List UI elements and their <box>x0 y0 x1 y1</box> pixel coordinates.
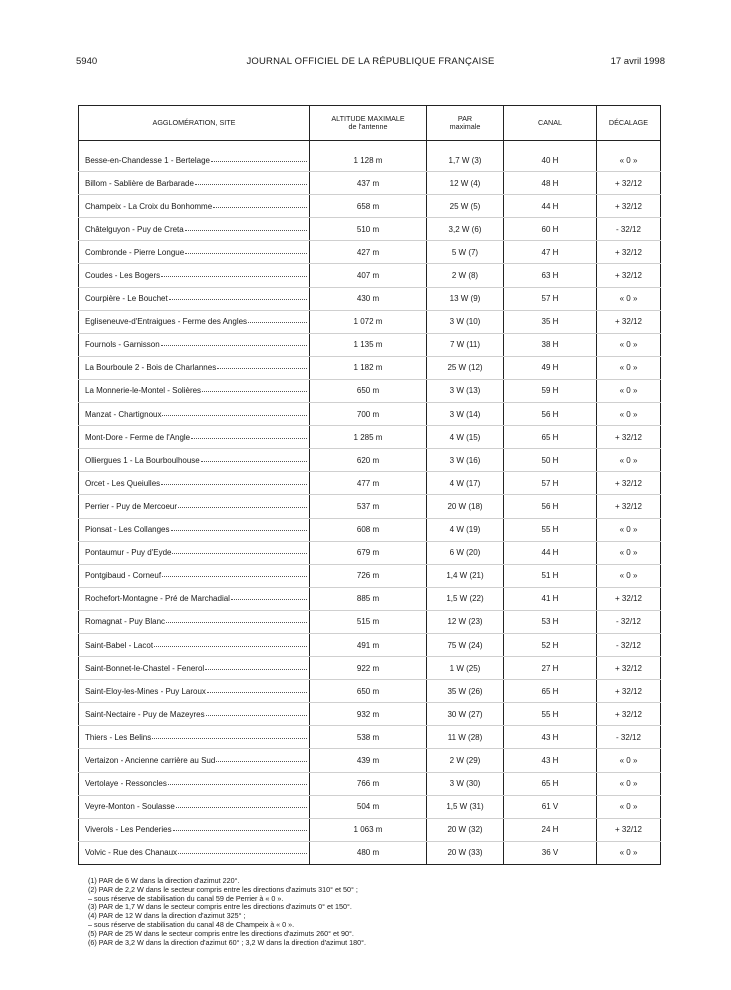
cell-site: Billom - Sablière de Barbarade <box>79 172 310 195</box>
cell-site: Vertolaye - Ressoncles <box>79 772 310 795</box>
cell-decalage: « 0 » <box>597 541 661 564</box>
cell-par: 20 W (33) <box>427 841 504 864</box>
cell-site: Veyre-Monton - Soulasse <box>79 795 310 818</box>
column-header-canal: CANAL <box>504 106 597 141</box>
table-row <box>79 495 661 518</box>
footnote: – sous réserve de stabilisation du canal 59 de Perrier à « 0 ». <box>88 893 284 903</box>
cell-site: Vertaizon - Ancienne carrière au Sud <box>79 749 310 772</box>
table-row <box>79 772 661 795</box>
cell-site: Pontgibaud - Corneuf <box>79 564 310 587</box>
column-header-site: AGGLOMÉRATION, SITE <box>79 106 310 141</box>
cell-altitude: 480 m <box>310 841 427 864</box>
table-row <box>79 703 661 726</box>
cell-altitude: 1 182 m <box>310 356 427 379</box>
cell-canal: 57 H <box>504 287 597 310</box>
table-row <box>79 472 661 495</box>
cell-decalage: « 0 » <box>597 749 661 772</box>
cell-par: 4 W (15) <box>427 426 504 449</box>
cell-decalage: « 0 » <box>597 149 661 172</box>
footnote: (4) PAR de 12 W dans la direction d'azimut 325° ; <box>88 911 246 921</box>
cell-decalage: « 0 » <box>597 564 661 587</box>
cell-decalage: « 0 » <box>597 518 661 541</box>
cell-site: Saint-Nectaire - Puy de Mazeyres <box>79 703 310 726</box>
cell-canal: 65 H <box>504 426 597 449</box>
cell-par: 3 W (30) <box>427 772 504 795</box>
cell-canal: 59 H <box>504 379 597 402</box>
table-row <box>79 633 661 656</box>
cell-site: Perrier - Puy de Mercoeur <box>79 495 310 518</box>
table-row <box>79 795 661 818</box>
cell-site: Besse-en-Chandesse 1 - Bertelage <box>79 149 310 172</box>
publication-date: 17 avril 1998 <box>610 56 665 67</box>
cell-par: 1,4 W (21) <box>427 564 504 587</box>
cell-decalage: « 0 » <box>597 449 661 472</box>
cell-site: Champeix - La Croix du Bonhomme <box>79 195 310 218</box>
cell-canal: 65 H <box>504 680 597 703</box>
cell-altitude: 922 m <box>310 657 427 680</box>
table-row <box>79 657 661 680</box>
cell-decalage: « 0 » <box>597 403 661 426</box>
table-row <box>79 449 661 472</box>
cell-par: 7 W (11) <box>427 333 504 356</box>
cell-canal: 57 H <box>504 472 597 495</box>
cell-par: 5 W (7) <box>427 241 504 264</box>
table-row <box>79 149 661 172</box>
cell-site: Pontaumur - Puy d'Eyde <box>79 541 310 564</box>
cell-decalage: « 0 » <box>597 287 661 310</box>
page-header <box>76 56 665 70</box>
table-body <box>79 141 661 865</box>
cell-canal: 38 H <box>504 333 597 356</box>
table-row <box>79 241 661 264</box>
cell-altitude: 1 128 m <box>310 149 427 172</box>
table-header-row <box>79 106 661 141</box>
cell-canal: 63 H <box>504 264 597 287</box>
cell-decalage: + 32/12 <box>597 264 661 287</box>
cell-decalage: + 32/12 <box>597 703 661 726</box>
cell-par: 11 W (28) <box>427 726 504 749</box>
cell-canal: 51 H <box>504 564 597 587</box>
cell-canal: 50 H <box>504 449 597 472</box>
cell-par: 25 W (12) <box>427 356 504 379</box>
cell-canal: 44 H <box>504 195 597 218</box>
table-row <box>79 564 661 587</box>
cell-site: La Monnerie-le-Montel - Solières <box>79 379 310 402</box>
table-row <box>79 541 661 564</box>
cell-decalage: + 32/12 <box>597 680 661 703</box>
footnotes <box>88 877 658 947</box>
cell-par: 3 W (16) <box>427 449 504 472</box>
cell-site: Thiers - Les Belins <box>79 726 310 749</box>
footnote: (3) PAR de 1,7 W dans le secteur compris entre les directions d'azimuts 0° et 150°. <box>88 902 352 912</box>
cell-par: 1,5 W (31) <box>427 795 504 818</box>
table-row <box>79 310 661 333</box>
cell-canal: 47 H <box>504 241 597 264</box>
cell-par: 20 W (18) <box>427 495 504 518</box>
cell-canal: 43 H <box>504 749 597 772</box>
table-row <box>79 680 661 703</box>
table-row <box>79 726 661 749</box>
table-spacer-row <box>79 141 661 150</box>
cell-altitude: 510 m <box>310 218 427 241</box>
cell-site: Orcet - Les Queiulles <box>79 472 310 495</box>
cell-site: Saint-Eloy-les-Mines - Puy Laroux <box>79 680 310 703</box>
cell-par: 35 W (26) <box>427 680 504 703</box>
cell-par: 12 W (4) <box>427 172 504 195</box>
cell-canal: 40 H <box>504 149 597 172</box>
column-header-par: PAR maximale <box>427 106 504 141</box>
cell-canal: 61 V <box>504 795 597 818</box>
cell-site: Egliseneuve-d'Entraigues - Ferme des Angles <box>79 310 310 333</box>
journal-title: JOURNAL OFFICIEL DE LA RÉPUBLIQUE FRANÇAISE <box>246 56 495 67</box>
cell-canal: 49 H <box>504 356 597 379</box>
cell-par: 2 W (29) <box>427 749 504 772</box>
cell-altitude: 427 m <box>310 241 427 264</box>
cell-site: La Bourboule 2 - Bois de Charlannes <box>79 356 310 379</box>
cell-altitude: 885 m <box>310 587 427 610</box>
cell-site: Coudes - Les Bogers <box>79 264 310 287</box>
cell-site: Romagnat - Puy Blanc <box>79 610 310 633</box>
cell-altitude: 620 m <box>310 449 427 472</box>
cell-par: 13 W (9) <box>427 287 504 310</box>
cell-decalage: - 32/12 <box>597 610 661 633</box>
table-row <box>79 172 661 195</box>
footnote: (2) PAR de 2,2 W dans le secteur compris entre les directions d'azimuts 310° et 50° ; <box>88 884 358 894</box>
cell-canal: 35 H <box>504 310 597 333</box>
cell-altitude: 537 m <box>310 495 427 518</box>
cell-par: 3 W (10) <box>427 310 504 333</box>
cell-decalage: « 0 » <box>597 379 661 402</box>
cell-site: Fournols - Garnisson <box>79 333 310 356</box>
cell-altitude: 430 m <box>310 287 427 310</box>
cell-par: 12 W (23) <box>427 610 504 633</box>
cell-canal: 65 H <box>504 772 597 795</box>
cell-decalage: + 32/12 <box>597 472 661 495</box>
column-header-altitude: ALTITUDE MAXIMALE de l'antenne <box>310 106 427 141</box>
cell-decalage: + 32/12 <box>597 426 661 449</box>
cell-par: 6 W (20) <box>427 541 504 564</box>
cell-altitude: 1 063 m <box>310 818 427 841</box>
table-row <box>79 195 661 218</box>
cell-canal: 60 H <box>504 218 597 241</box>
cell-site: Courpière - Le Bouchet <box>79 287 310 310</box>
cell-altitude: 608 m <box>310 518 427 541</box>
cell-par: 20 W (32) <box>427 818 504 841</box>
cell-altitude: 700 m <box>310 403 427 426</box>
cell-site: Rochefort-Montagne - Pré de Marchadial <box>79 587 310 610</box>
cell-altitude: 726 m <box>310 564 427 587</box>
footnote: (6) PAR de 3,2 W dans la direction d'azimut 60° ; 3,2 W dans la direction d'azimut 180°. <box>88 937 367 947</box>
cell-decalage: + 32/12 <box>597 241 661 264</box>
table-row <box>79 749 661 772</box>
cell-par: 2 W (8) <box>427 264 504 287</box>
cell-decalage: + 32/12 <box>597 310 661 333</box>
cell-altitude: 766 m <box>310 772 427 795</box>
cell-altitude: 504 m <box>310 795 427 818</box>
cell-altitude: 932 m <box>310 703 427 726</box>
cell-decalage: « 0 » <box>597 356 661 379</box>
cell-decalage: + 32/12 <box>597 172 661 195</box>
frequency-table <box>78 105 661 865</box>
cell-par: 75 W (24) <box>427 633 504 656</box>
cell-decalage: « 0 » <box>597 841 661 864</box>
table-row <box>79 379 661 402</box>
cell-site: Châtelguyon - Puy de Creta <box>79 218 310 241</box>
table-row <box>79 841 661 864</box>
cell-par: 1 W (25) <box>427 657 504 680</box>
cell-site: Saint-Babel - Lacot <box>79 633 310 656</box>
column-header-decalage: DÉCALAGE <box>597 106 661 141</box>
cell-par: 1,5 W (22) <box>427 587 504 610</box>
cell-site: Manzat - Chartignoux <box>79 403 310 426</box>
cell-altitude: 1 285 m <box>310 426 427 449</box>
cell-decalage: - 32/12 <box>597 726 661 749</box>
cell-par: 1,7 W (3) <box>427 149 504 172</box>
cell-site: Combronde - Pierre Longue <box>79 241 310 264</box>
cell-decalage: « 0 » <box>597 795 661 818</box>
cell-site: Mont-Dore - Ferme de l'Angle <box>79 426 310 449</box>
cell-par: 4 W (19) <box>427 518 504 541</box>
cell-decalage: + 32/12 <box>597 195 661 218</box>
cell-site: Viverols - Les Penderies <box>79 818 310 841</box>
cell-canal: 24 H <box>504 818 597 841</box>
cell-altitude: 650 m <box>310 379 427 402</box>
cell-par: 3 W (13) <box>427 379 504 402</box>
page-number: 5940 <box>76 56 98 67</box>
cell-site: Olliergues 1 - La Bourboulhouse <box>79 449 310 472</box>
table-row <box>79 426 661 449</box>
cell-par: 4 W (17) <box>427 472 504 495</box>
cell-decalage: + 32/12 <box>597 587 661 610</box>
cell-canal: 52 H <box>504 633 597 656</box>
cell-site: Saint-Bonnet-le-Chastel - Fenerol <box>79 657 310 680</box>
table-row <box>79 587 661 610</box>
table-row <box>79 610 661 633</box>
footnote: – sous réserve de stabilisation du canal 48 de Champeix à « 0 ». <box>88 919 295 929</box>
cell-decalage: + 32/12 <box>597 818 661 841</box>
table-row <box>79 518 661 541</box>
cell-canal: 55 H <box>504 703 597 726</box>
cell-par: 3 W (14) <box>427 403 504 426</box>
cell-decalage: + 32/12 <box>597 657 661 680</box>
table-row <box>79 818 661 841</box>
cell-altitude: 538 m <box>310 726 427 749</box>
footnote: (1) PAR de 6 W dans la direction d'azimut 220°. <box>88 876 240 885</box>
cell-altitude: 515 m <box>310 610 427 633</box>
cell-altitude: 407 m <box>310 264 427 287</box>
cell-decalage: « 0 » <box>597 772 661 795</box>
cell-altitude: 658 m <box>310 195 427 218</box>
cell-decalage: + 32/12 <box>597 495 661 518</box>
table-row <box>79 218 661 241</box>
cell-decalage: - 32/12 <box>597 633 661 656</box>
table-row <box>79 264 661 287</box>
cell-altitude: 1 072 m <box>310 310 427 333</box>
cell-canal: 56 H <box>504 403 597 426</box>
cell-canal: 43 H <box>504 726 597 749</box>
cell-decalage: - 32/12 <box>597 218 661 241</box>
cell-canal: 44 H <box>504 541 597 564</box>
cell-par: 3,2 W (6) <box>427 218 504 241</box>
cell-canal: 48 H <box>504 172 597 195</box>
cell-altitude: 477 m <box>310 472 427 495</box>
cell-canal: 53 H <box>504 610 597 633</box>
cell-altitude: 1 135 m <box>310 333 427 356</box>
cell-altitude: 679 m <box>310 541 427 564</box>
cell-decalage: « 0 » <box>597 333 661 356</box>
table-row <box>79 356 661 379</box>
cell-altitude: 650 m <box>310 680 427 703</box>
footnote: (5) PAR de 25 W dans le secteur compris entre les directions d'azimuts 260° et 90°. <box>88 928 354 938</box>
cell-par: 30 W (27) <box>427 703 504 726</box>
cell-altitude: 439 m <box>310 749 427 772</box>
cell-altitude: 437 m <box>310 172 427 195</box>
cell-canal: 55 H <box>504 518 597 541</box>
cell-canal: 41 H <box>504 587 597 610</box>
cell-site: Volvic - Rue des Chanaux <box>79 841 310 864</box>
cell-site: Pionsat - Les Collanges <box>79 518 310 541</box>
cell-canal: 36 V <box>504 841 597 864</box>
table-row <box>79 287 661 310</box>
cell-par: 25 W (5) <box>427 195 504 218</box>
cell-canal: 56 H <box>504 495 597 518</box>
cell-altitude: 491 m <box>310 633 427 656</box>
table-row <box>79 403 661 426</box>
cell-canal: 27 H <box>504 657 597 680</box>
table-row <box>79 333 661 356</box>
